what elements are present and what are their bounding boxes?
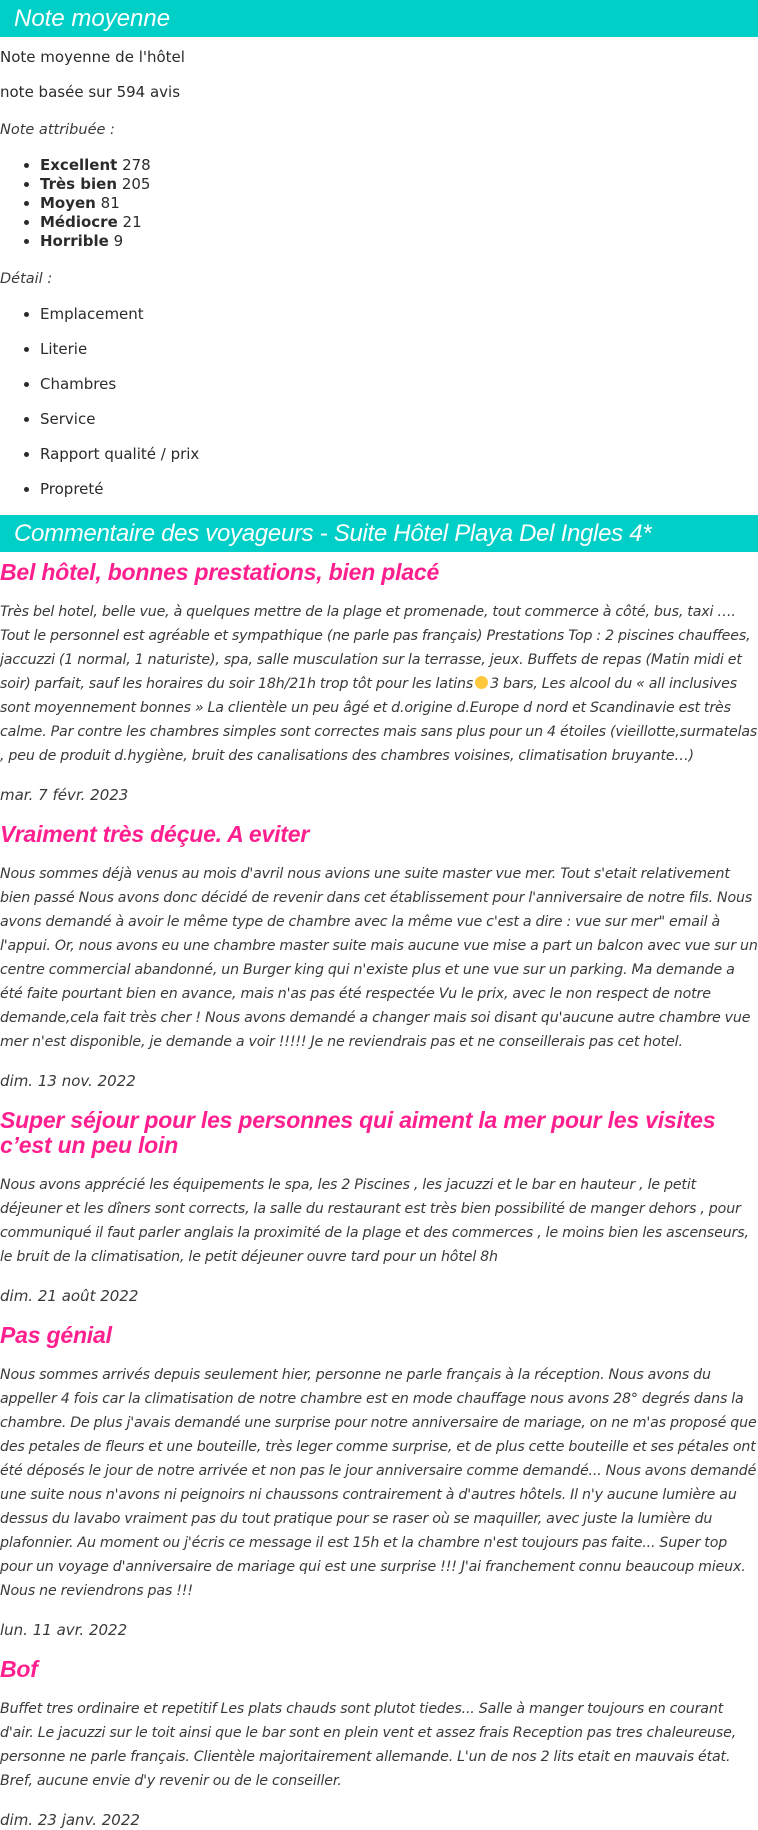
hugging-face-emoji-icon	[475, 676, 488, 689]
rating-label: Moyen	[40, 194, 96, 212]
rating-label: Très bien	[40, 175, 118, 193]
rating-count: 9	[113, 232, 124, 250]
review-date: dim. 23 janv. 2022	[0, 1811, 140, 1829]
detail-item-emplacement: • Emplacement	[40, 305, 758, 324]
detail-item-chambres: • Chambres	[40, 375, 758, 394]
review-body: Nous sommes déjà venus au mois d'avril nous avions une suite master vue mer. Tout s'etait relativement bien passé Nous avons donc décidé de revenir dans cet établissement pour l'anniversaire de notre fils. Nous avons demandé à avoir le même type de chambre avec la même vue c'est a dire : vue sur mer" email à l'appui. Or, nous avons eu une chambre master suite mais aucune vue mise a part un balcon avec vue sur un centre commercial abandonné, un Burger king qui n'existe plus et une vue sur un parking. Ma demande a été faite pourtant bien en avance, mais n'as pas été respectée Vu le prix, avec le non respect de notre demande,cela fait très cher ! Nous avons demandé a changer mais soi disant qu'aucune autre chambre vue mer n'est disponible, je demande a voir !!!!! Je ne reviendrais pas et ne conseillerais pas cet hotel.	[0, 866, 758, 1050]
review-title: Vraiment très déçue. A eviter	[0, 821, 310, 847]
review-count: note basée sur 594 avis	[0, 83, 181, 101]
review-title: Super séjour pour les personnes qui aiment la mer pour les visites c’est un peu loin	[0, 1107, 716, 1158]
rating-label: Médiocre	[40, 213, 118, 231]
review-body: Nous avons apprécié les équipements le spa, les 2 Piscines , les jacuzzi et le bar en hauteur , le petit déjeuner et les dîners sont corrects, la salle du restaurant est très bien possibilité de manger dehors , pour communiqué il faut parler anglais la proximité de la plage et des commerces , le moins bien les ascenseurs, le bruit de la climatisation, le petit déjeuner ouvre tard pour un hôtel 8h	[0, 1177, 749, 1265]
detail-criteria-list	[0, 305, 758, 499]
rating-item-mediocre	[40, 213, 758, 232]
rating-item-tres-bien	[40, 175, 758, 194]
review-title: Pas génial	[0, 1322, 112, 1348]
detail-label: Détail :	[0, 271, 53, 287]
rating-count: 205	[121, 175, 151, 193]
detail-item-proprete: • Propreté	[40, 480, 758, 499]
review-date: dim. 13 nov. 2022	[0, 1072, 136, 1090]
review-title: Bel hôtel, bonnes prestations, bien placé	[0, 559, 440, 585]
detail-item-literie: • Literie	[40, 340, 758, 359]
review-title: Bof	[0, 1656, 38, 1682]
attributed-rating-label: Note attribuée :	[0, 122, 115, 138]
rating-count: 21	[122, 213, 142, 231]
rating-count: 278	[122, 156, 151, 174]
average-rating-header: Note moyenne	[0, 0, 758, 37]
rating-item-moyen	[40, 194, 758, 213]
review-date: lun. 11 avr. 2022	[0, 1621, 128, 1639]
review-date: mar. 7 févr. 2023	[0, 786, 129, 804]
review-body-text: Très bel hotel, belle vue, à quelques mettre de la plage et promenade, tout commerce à côté, bus, taxi …. Tout le personnel est agréable et sympathique (ne parle pas français) Prestations Top : 2 piscines chauffees, jaccuzzi (1 normal, 1 naturiste), spa, salle musculation sur la terrasse, jeux. Buffets de repas (Matin midi et soir) parfait, sauf les horaires du soir 18h/21h trop tôt pour les latins	[0, 604, 751, 692]
traveler-comments-header: Commentaire des voyageurs - Suite Hôtel Playa Del Ingles 4*	[0, 515, 758, 552]
review-body: Buffet tres ordinaire et repetitif Les plats chauds sont plutot tiedes... Salle à manger toujours en courant d'air. Le jacuzzi sur le toit ainsi que le bar sont en plein vent et assez frais Reception pas tres chaleureuse, personne ne parle français. Clientèle majoritairement allemande. L'un de nos 2 lits etait en mauvais état. Bref, aucune envie d'y revenir ou de le conseiller.	[0, 1701, 737, 1789]
detail-item-service: • Service	[40, 410, 758, 429]
rating-label: Excellent	[40, 156, 118, 174]
rating-count: 81	[100, 194, 120, 212]
review-body-text-continued: 3 bars, Les alcool du « all inclusives sont moyennement bonnes » La clientèle un peu âgé et d.origine d.Europe d nord et Scandinavie est très calme. Par contre les chambres simples sont correctes mais sans plus pour un 4 étoiles (vieillotte,surmatelas , peu de produit d.hygiène, bruit des canalisations des chambres voisines, climatisation bruyante…)	[0, 676, 758, 764]
rating-item-horrible	[40, 232, 758, 251]
rating-breakdown-list	[0, 156, 758, 251]
hotel-rating-label: Note moyenne de l'hôtel	[0, 48, 185, 66]
review-body	[0, 600, 758, 768]
detail-item-rapport-qualite-prix: • Rapport qualité / prix	[40, 445, 758, 464]
rating-label: Horrible	[40, 232, 109, 250]
review-date: dim. 21 août 2022	[0, 1287, 139, 1305]
rating-item-excellent	[40, 156, 758, 175]
review-body: Nous sommes arrivés depuis seulement hier, personne ne parle français à la réception. Nous avons du appeller 4 fois car la climatisation de notre chambre est en mode chauffage nous avons 28° degrés dans la chambre. De plus j'avais demandé une surprise pour notre anniversaire de mariage, on ne m'as proposé que des petales de fleurs et une bouteille, très leger comme surprise, et de plus cette bouteille et ses pétales ont été déposés le jour de notre arrivée et non pas le jour anniversaire comme demandé... Nous avons demandé une suite nous n'avons ni peignoirs ni chaussons contrairement à d'autres hôtels. Il n'y aucune lumière au dessus du lavabo vraiment pas du tout pratique pour se raser où se maquiller, avec juste la lumière du plafonnier. Au moment ou j'écris ce message il est 15h et la chambre n'est toujours pas faite... Super top pour un voyage d'anniversaire de mariage qui est une surprise !!! J'ai franchement connu beaucoup mieux. Nous ne reviendrons pas !!!	[0, 1367, 757, 1599]
